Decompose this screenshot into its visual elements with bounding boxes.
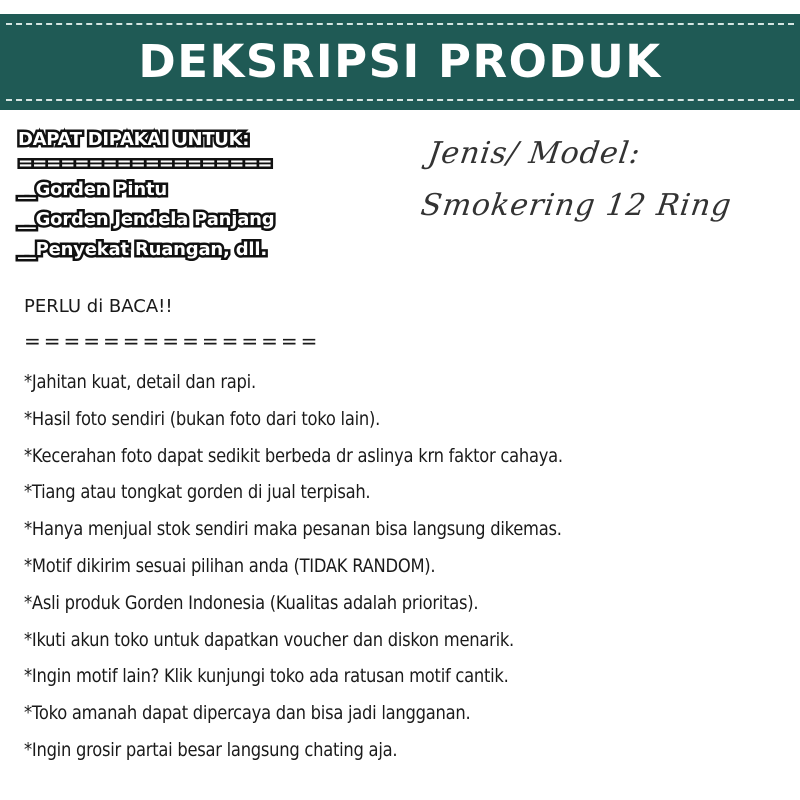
note-line: *Asli produk Gorden Indonesia (Kualitas adalah prioritas). xyxy=(24,591,479,614)
usage-separator: ================== xyxy=(18,153,272,174)
model-label: Jenis/ Model: xyxy=(425,136,644,171)
model-section xyxy=(417,128,792,232)
note-line: *Ingin grosir partai besar langsung chating aja. xyxy=(24,738,398,761)
note-line: *Jahitan kuat, detail dan rapi. xyxy=(24,371,256,393)
notes-section xyxy=(24,290,794,769)
note-line: *Toko amanah dapat dipercaya dan bisa jadi langganan. xyxy=(24,702,471,725)
banner-bottom-dashed-border xyxy=(6,99,794,101)
model-value: Smokering 12 Ring xyxy=(418,188,734,223)
usage-item: __Penyekat Ruangan, dll. xyxy=(18,239,267,260)
note-line: *Ingin motif lain? Klik kunjungi toko ada ratusan motif cantik. xyxy=(24,665,509,688)
page-title: DEKSRIPSI PRODUK xyxy=(138,35,662,88)
usage-section xyxy=(18,128,398,266)
note-line: *Ikuti akun toko untuk dapatkan voucher dan diskon menarik. xyxy=(24,628,514,651)
notes-heading: PERLU di BACA!! xyxy=(24,296,173,317)
banner-top-dashed-border xyxy=(6,23,794,25)
header-banner xyxy=(0,14,800,110)
usage-title: DAPAT DIPAKAI UNTUK: xyxy=(18,129,250,150)
note-line: *Tiang atau tongkat gorden di jual terpisah. xyxy=(24,481,371,504)
note-line: *Kecerahan foto dapat sedikit berbeda dr aslinya krn faktor cahaya. xyxy=(24,444,563,467)
notes-separator: =============== xyxy=(24,329,321,353)
usage-item: __Gorden Jendela Panjang xyxy=(18,209,275,230)
note-line: *Motif dikirim sesuai pilihan anda (TIDAK RANDOM). xyxy=(24,554,436,577)
note-line: *Hanya menjual stok sendiri maka pesanan bisa langsung dikemas. xyxy=(24,518,562,541)
note-line: *Hasil foto sendiri (bukan foto dari toko lain). xyxy=(24,407,381,430)
usage-item: __Gorden Pintu xyxy=(18,179,167,200)
